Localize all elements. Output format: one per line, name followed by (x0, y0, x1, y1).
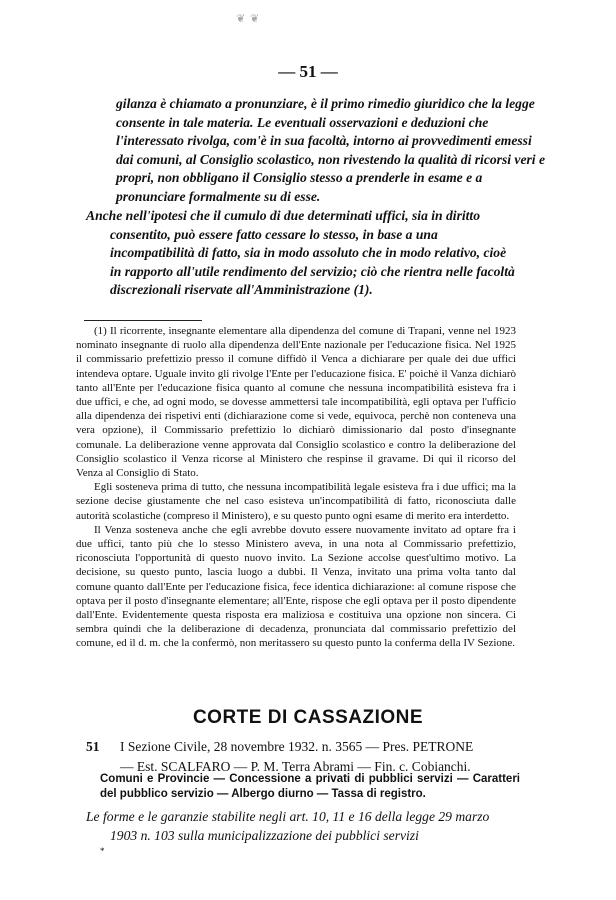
star-mark: * (100, 846, 105, 856)
case-number: 51 (86, 739, 100, 754)
case-header (86, 737, 526, 777)
section-heading: CORTE DI CASSAZIONE (192, 707, 424, 728)
footnote (76, 324, 516, 651)
page-number: — 51 — (278, 62, 338, 81)
footnote-paragraph: (1) Il ricorrente, insegnante elementare alla dipendenza del comune di Trapani, venne nel 1923 nominato insegnante di ruolo alla dipendenza dell'Ente nazionale per l'educazione fisica. Nel 1925 il commissario prefettizio presso il comune diffidò il Venca a dichiarare per quale dei due uffici intendeva optare. Uguale invito gli rivolge l'Ente per l'educazione fisica. E' poichè il Vanza dichiarò tanto all'Ente per l'educazione fisica quanto al comune che nessuna incompatibilità esisteva fra i due uffici, e che, ad ogni modo, se dovesse ammettersi tale incompatibilità, egli optava per l'ufficio alla dipendenza dei rispetivi enti (dichiarazione come si vede, equivoca, perchè non conteneva una vera opzione), il Commissario prefettizio lo dichiarò dimissionario dal posto d'insegnante comunale. La deliberazione venne approvata dal Consiglio scolastico e contro la deliberazione del Consiglio scolastico il Venza ricorse al Ministero che respinse il gravame. Di qui il ricorso del Venza al Consiglio di Stato. (76, 325, 516, 480)
footnote-paragraph: Egli sosteneva prima di tutto, che nessuna incompatibilità legale esisteva fra i due uffici; ma la sezione decise giustamente che nel caso esisteva un'incompatibilità di fatto, riconosciuta dalle autorità scolastiche (compreso il Ministero), e su questo punto ogni esame di merito era interdetto. (76, 481, 516, 522)
case-line-2: — Est. SCALFARO — P. M. Terra Abrami — Fin. c. Cobianchi. (120, 759, 471, 774)
case-summary: Le forme e le garanzie stabilite negli art. 10, 11 e 16 della legge 29 marzo 1903 n. 103 sulla municipalizzazione dei pubblici servizi (86, 809, 490, 843)
page-ornament: ❦ ❦ (236, 13, 261, 25)
main-text-paragraph-2: Anche nell'ipotesi che il cumulo di due determinati uffici, sia in diritto consentito, può essere fatto cessare lo stesso, in base a una incompatibilità di fatto, sia in modo assoluto che in modo relativo, cioè in rapporto all'utile rendimento del servizio; ciò che rientra nelle facoltà discrezionali riservate all'Amministrazione (1). (86, 208, 515, 298)
case-line-1: I Sezione Civile, 28 novembre 1932. n. 3565 — Pres. PETRONE (120, 739, 474, 754)
main-text-paragraph-1: gilanza è chiamato a pronunziare, è il primo rimedio giuridico che la legge consente in tale materia. Le eventuali osservazioni e deduzioni che l'interessato rivolga, com'è in sua facoltà, intorno ai provvedimenti emessi dai comuni, al Consiglio scolastico, non rivestendo la qualità di ricorsi veri e propri, non obbligano il Consiglio stesso a prenderle in esame e a pronunciare formalmente su di esse. (116, 96, 545, 204)
footnote-divider (84, 320, 202, 321)
case-keywords: Comuni e Provincie — Concessione a privati di pubblici servizi — Caratteri del pubblico servizio — Albergo diurno — Tassa di registro. (100, 773, 520, 800)
footnote-paragraph: Il Venza sosteneva anche che egli avrebbe dovuto essere nuovamente invitato ad optare fra i due uffici, tanto più che lo stesso Ministero aveva, in una nota al Commissario prefettizio, riconosciuta l'opportunità di questo nuovo invito. La Sezione accolse quest'ultimo motivo. La decisione, su questo punto, lascia luogo a dubbi. Il Venza, invitato una prima volta tanto dal comune quanto dall'Ente per l'educazione fisica, fece identica dichiarazione: al comune rispose che optava per il posto d'insegnante elementare; all'Ente, rispose che egli optava per il posto dipendente dall'Ente. Evidentemente questa risposta era maliziosa e costituiva una opzione non sincera. Ci sembra quindi che la deliberazione di decadenza, pronunciata dal commissario prefettizio del comune, ed il d. m. che la confermò, non meritassero su questo punto la conferma della IV Sezione. (76, 523, 516, 650)
